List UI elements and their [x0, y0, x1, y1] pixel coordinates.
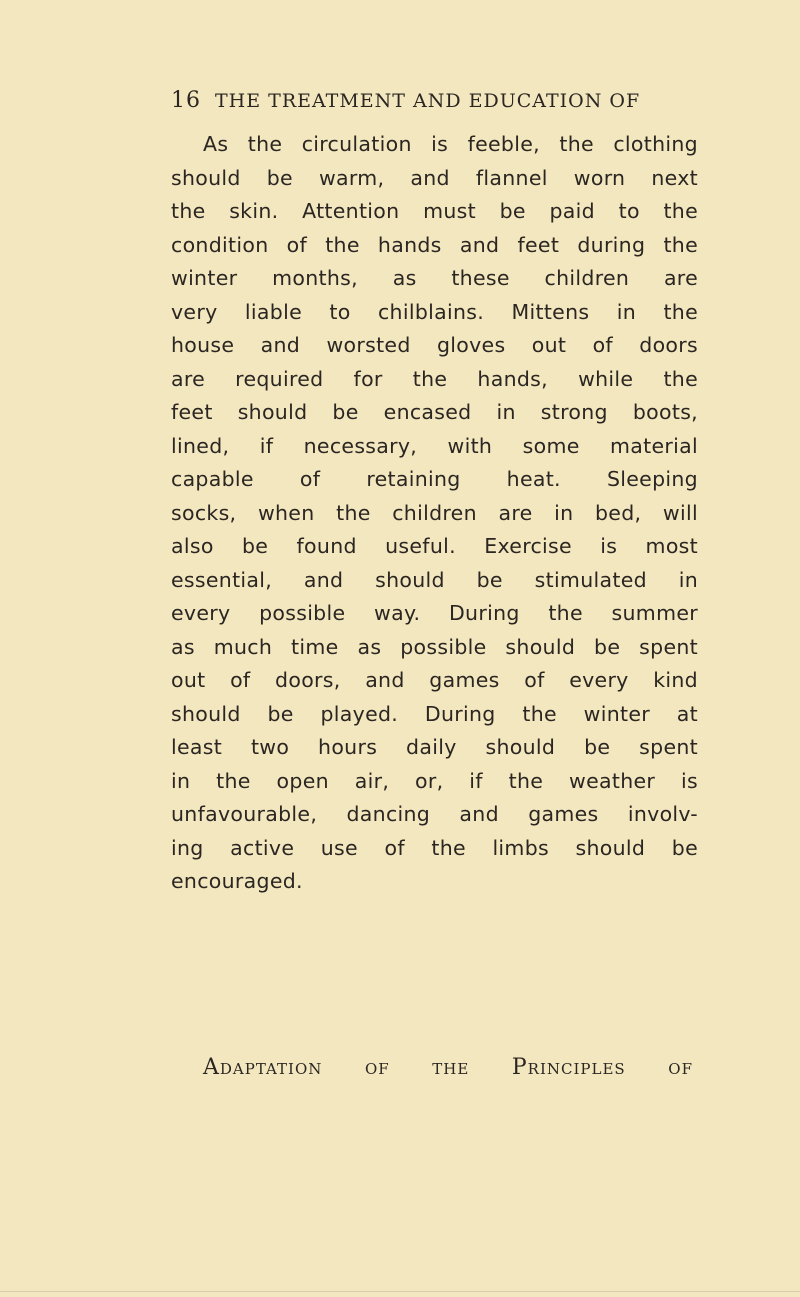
page-number: 16	[171, 88, 201, 113]
running-head	[171, 88, 691, 113]
paragraph-line: are required for the hands, while the	[171, 366, 698, 391]
section-heading-text: Adaptation of the Principles of	[203, 1055, 693, 1080]
paragraph-line: condition of the hands and feet during the	[171, 232, 698, 257]
paragraph-line: in the open air, or, if the weather is	[171, 768, 698, 793]
paragraph-line: the skin. Attention must be paid to the	[171, 199, 698, 223]
paragraph-line: feet should be encased in strong boots,	[171, 400, 698, 424]
paragraph-line: capable of retaining heat. Sleeping	[171, 467, 698, 491]
paragraph-line: house and worsted gloves out of doors	[171, 333, 698, 357]
paragraph-line: very liable to chilblains. Mittens in the	[171, 299, 698, 324]
paragraph-line: every possible way. During the summer	[171, 601, 698, 625]
page-edge-line	[0, 1291, 800, 1292]
paragraph-line: unfavourable, dancing and games involv-	[171, 802, 698, 826]
paragraph-line: also be found useful. Exercise is most	[171, 534, 698, 558]
paragraph-line: socks, when the children are in bed, will	[171, 500, 698, 525]
paragraph-line: should be warm, and flannel worn next	[171, 165, 698, 190]
paragraph-line: as much time as possible should be spent	[171, 634, 698, 659]
body-paragraph	[171, 128, 698, 899]
paragraph-line: lined, if necessary, with some material	[171, 433, 698, 458]
paragraph-line: encouraged.	[171, 869, 303, 893]
paragraph-line: As the circulation is feeble, the clothing	[203, 132, 698, 156]
section-heading	[203, 1055, 693, 1080]
paragraph-line: least two hours daily should be spent	[171, 735, 698, 759]
paragraph-line: winter months, as these children are	[171, 266, 698, 290]
paragraph-line: out of doors, and games of every kind	[171, 668, 698, 692]
paragraph-line: should be played. During the winter at	[171, 701, 698, 726]
paragraph-line: essential, and should be stimulated in	[171, 567, 698, 592]
running-head-title: THE TREATMENT AND EDUCATION OF	[215, 90, 641, 112]
paragraph-line: ing active use of the limbs should be	[171, 835, 698, 860]
